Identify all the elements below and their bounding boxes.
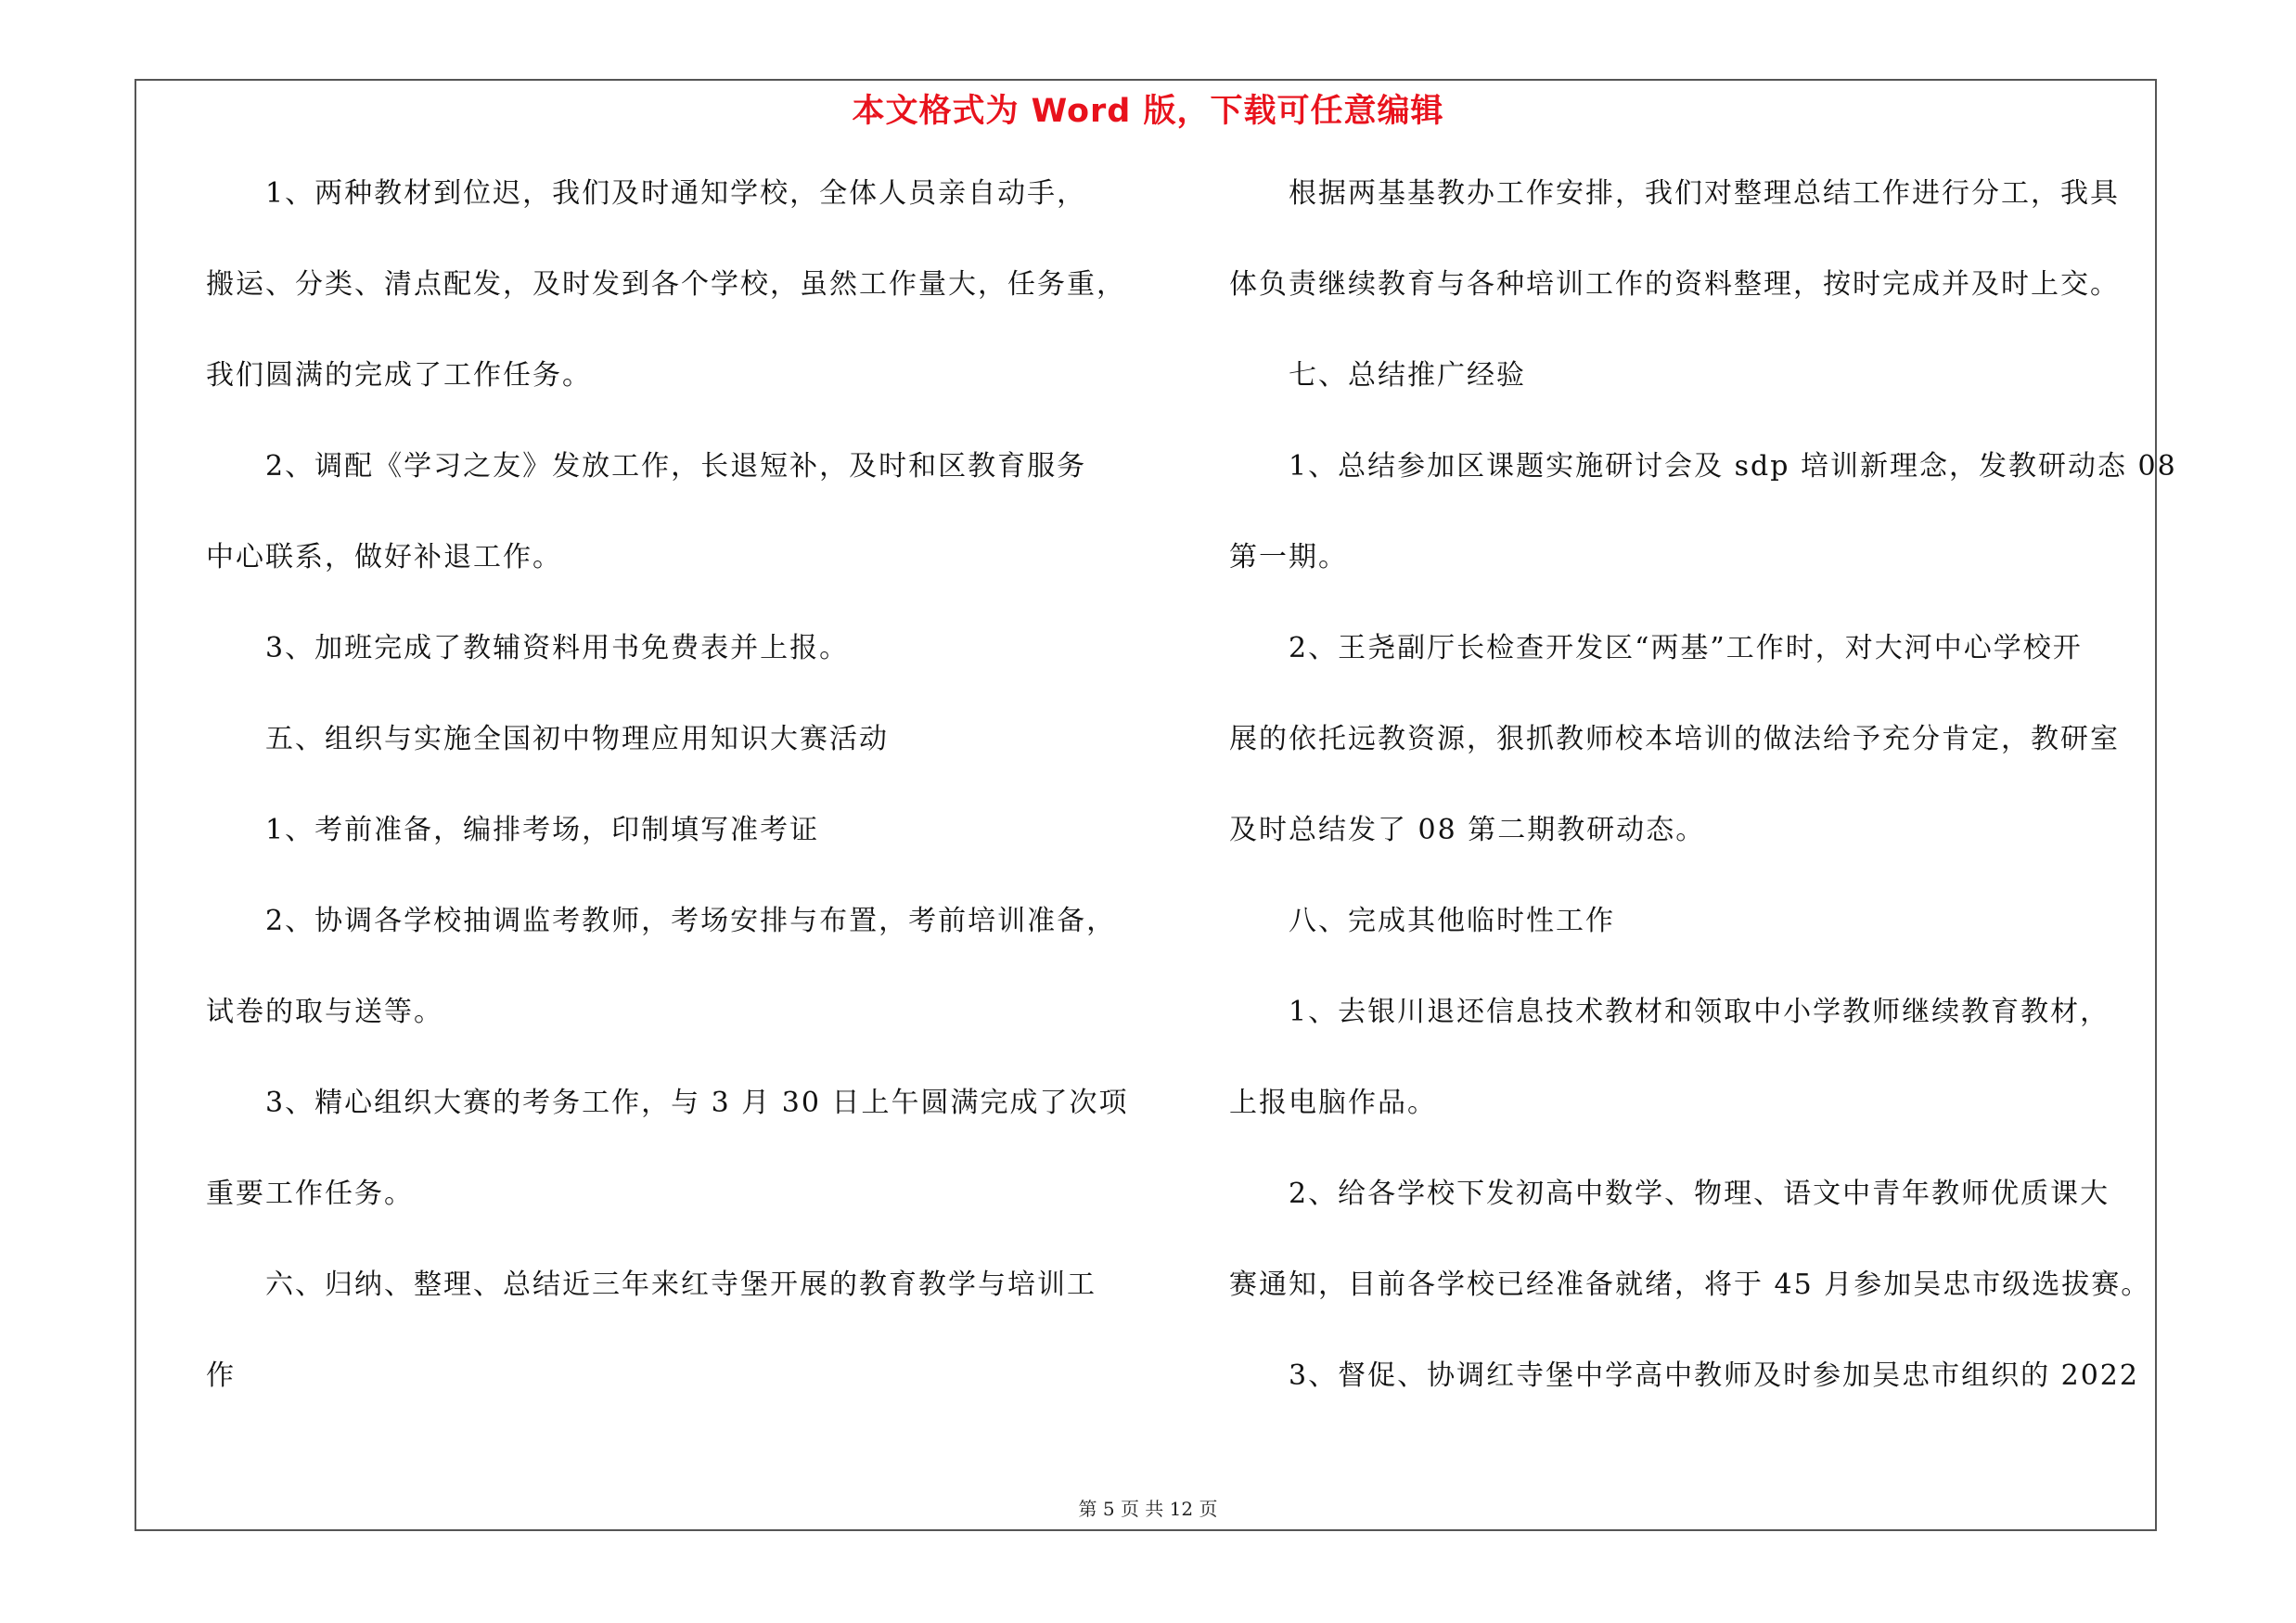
paragraph-line: 重要工作任务。: [206, 1178, 414, 1210]
paragraph-line: 上报电脑作品。: [1229, 1087, 1437, 1119]
paragraph-line: 展的依托远教资源，狠抓教师校本培训的做法给予充分肯定，教研室: [1229, 723, 2120, 755]
right-column: [1229, 176, 2177, 1449]
section-heading: 八、完成其他临时性工作: [1289, 905, 1615, 937]
paragraph-line: 第一期。: [1229, 541, 1348, 573]
page-number-footer: 第 5 页 共 12 页: [1078, 1498, 1218, 1520]
section-heading: 七、总结推广经验: [1289, 359, 1526, 392]
document-header-notice: 本文格式为 Word 版，下载可任意编辑: [852, 93, 1444, 130]
paragraph-line: 赛通知，目前各学校已经准备就绪，将于 45 月参加吴忠市级选拔赛。: [1229, 1269, 2151, 1301]
paragraph-line: 3、精心组织大赛的考务工作，与 3 月 30 日上午圆满完成了次项: [265, 1087, 1129, 1119]
paragraph-line: 1、两种教材到位迟，我们及时通知学校，全体人员亲自动手，: [265, 177, 1087, 210]
paragraph-line: 体负责继续教育与各种培训工作的资料整理，按时完成并及时上交。: [1229, 268, 2120, 301]
paragraph-line: 1、去银川退还信息技术教材和领取中小学教师继续教育教材，: [1289, 996, 2110, 1028]
paragraph-line: 试卷的取与送等。: [206, 996, 443, 1028]
paragraph-line: 我们圆满的完成了工作任务。: [206, 359, 592, 392]
paragraph-line: 搬运、分类、清点配发，及时发到各个学校，虽然工作量大，任务重，: [206, 268, 1126, 301]
paragraph-line: 2、王尧副厅长检查开发区“两基”工作时，对大河中心学校开: [1289, 632, 2083, 664]
paragraph-line: 2、给各学校下发初高中数学、物理、语文中青年教师优质课大: [1289, 1178, 2110, 1210]
paragraph-line: 3、加班完成了教辅资料用书免费表并上报。: [265, 632, 850, 664]
paragraph-line: 及时总结发了 08 第二期教研动态。: [1229, 814, 1706, 846]
paragraph-line: 作: [206, 1359, 236, 1392]
paragraph-line: 3、督促、协调红寺堡中学高中教师及时参加吴忠市组织的 2022: [1289, 1359, 2139, 1392]
paragraph-line: 1、总结参加区课题实施研讨会及 sdp 培训新理念，发教研动态 08: [1289, 450, 2177, 483]
paragraph-line: 2、协调各学校抽调监考教师，考场安排与布置，考前培训准备，: [265, 905, 1117, 937]
paragraph-line: 根据两基基教办工作安排，我们对整理总结工作进行分工，我具: [1289, 177, 2120, 210]
paragraph-line: 1、考前准备，编排考场，印制填写准考证: [265, 814, 820, 846]
section-heading: 六、归纳、整理、总结近三年来红寺堡开展的教育教学与培训工: [265, 1269, 1097, 1301]
paragraph-line: 2、调配《学习之友》发放工作，长退短补，及时和区教育服务: [265, 450, 1087, 483]
section-heading: 五、组织与实施全国初中物理应用知识大赛活动: [265, 723, 889, 755]
left-column: [206, 176, 1143, 1449]
paragraph-line: 中心联系，做好补退工作。: [206, 541, 562, 573]
